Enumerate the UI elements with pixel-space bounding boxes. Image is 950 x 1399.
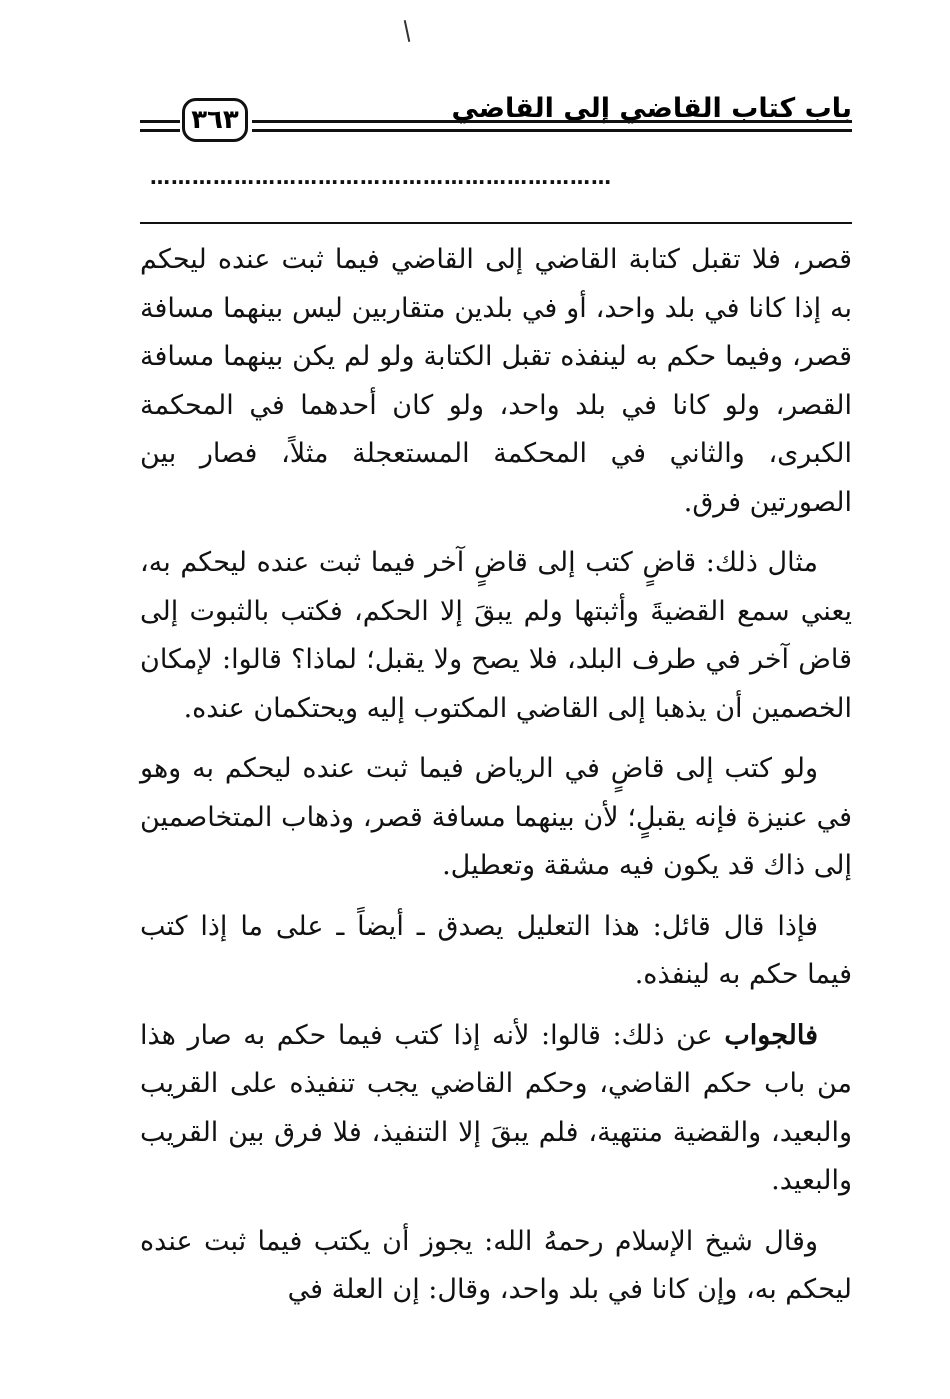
- bold-answer-word: فالجواب: [724, 1019, 818, 1051]
- body-text: [140, 236, 852, 1327]
- paragraph: [140, 1012, 852, 1206]
- paragraph-text: عن ذلك: قالوا: لأنه إذا كتب فيما حكم به صار هذا من باب حكم القاضي، وحكم القاضي يجب تنفيذه على القريب والبعيد، والقضية منتهية، فلم يبقَ إلا التنفيذ، فلا فرق بين القريب والبعيد.: [140, 1019, 852, 1196]
- scan-mark: [404, 20, 411, 42]
- header-rule: [252, 120, 852, 132]
- paragraph: قصر، فلا تقبل كتابة القاضي إلى القاضي فيما ثبت عنده ليحكم به إذا كانا في بلد واحد، أو في بلدين متقاربين ليس بينهما مسافة قصر، وفيما حكم به لينفذه تقبل الكتابة ولو لم يكن بينهما مسافة القصر، ولو كانا في بلد واحد، ولو كان أحدهما في المحكمة الكبرى، والثاني في المحكمة المستعجلة مثلاً، فصار بين الصورتين فرق.: [140, 244, 852, 518]
- header-rule-left: [140, 120, 180, 132]
- chapter-title: باب كتاب القاضي إلى القاضي: [451, 93, 852, 124]
- paragraph: وقال شيخ الإسلام رحمهُ الله: يجوز أن يكتب فيما ثبت عنده ليحكم به، وإن كانا في بلد واحد، وقال: إن العلة في: [140, 1225, 852, 1305]
- page-header: [140, 92, 852, 152]
- paragraph: ولو كتب إلى قاضٍ في الرياض فيما ثبت عنده ليحكم به وهو في عنيزة فإنه يقبلٍ؛ لأن بينهما مسافة قصر، وذهاب المتخاصمين إلى ذاك قد يكون فيه مشقة وتعطيل.: [140, 753, 852, 881]
- paragraph: فإذا قال قائل: هذا التعليل يصدق ـ أيضاً ـ على ما إذا كتب فيما حكم به لينفذه.: [140, 910, 852, 990]
- page-number: ٣٦٣: [182, 98, 248, 142]
- paragraph: مثال ذلك: قاضٍ كتب إلى قاضٍ آخر فيما ثبت عنده ليحكم به، يعني سمع القضيةَ وأثبتها ولم يبقَ إلا الحكم، فكتب بالثبوت إلى قاض آخر في طرف البلد، فلا يصح ولا يقبل؛ لماذا؟ قالوا: لإمكان الخصمين أن يذهبا إلى القاضي المكتوب إليه ويحتكمان عنده.: [140, 547, 852, 724]
- dotted-line: …………………………………………………………: [150, 165, 612, 189]
- separator-line: [140, 222, 852, 224]
